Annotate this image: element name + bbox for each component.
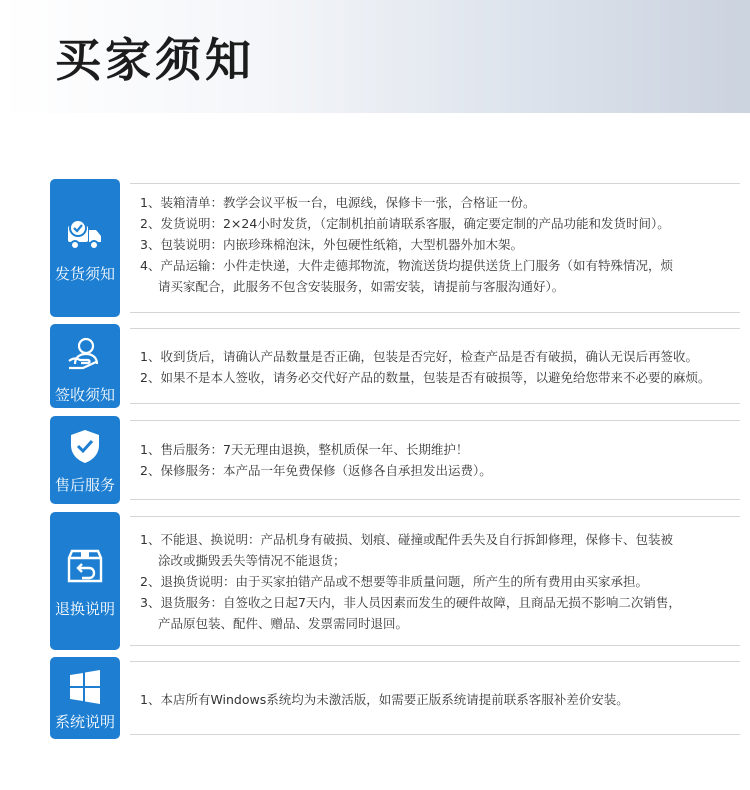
tile-label: 发货须知 bbox=[54, 265, 115, 283]
list-item: 1、不能退、换说明：产品机身有破损、划痕、碰撞或配件丢失及自行拆卸修理，保修卡、包装被 bbox=[140, 532, 673, 547]
list-item: 2、保修服务：本产品一年免费保修（返修各自承担发出运费）。 bbox=[140, 463, 492, 478]
list-item: 1、装箱清单：教学会议平板一台，电源线，保修卡一张，合格证一份。 bbox=[140, 195, 536, 210]
content-shipping bbox=[130, 183, 740, 313]
list-item: 3、包装说明：内嵌珍珠棉泡沫，外包硬性纸箱，大型机器外加木架。 bbox=[140, 237, 523, 252]
windows-logo-icon bbox=[67, 669, 103, 705]
content-receiving bbox=[130, 328, 740, 404]
shield-check-icon bbox=[67, 428, 103, 464]
section-returns bbox=[50, 512, 740, 650]
section-receiving bbox=[50, 324, 740, 408]
list-item: 产品原包装、配件、赠品、发票需同时退回。 bbox=[158, 616, 409, 631]
section-shipping bbox=[50, 179, 740, 317]
list-item: 2、如果不是本人签收，请务必交代好产品的数量，包装是否有破损等，以避免给您带来不必要的麻烦。 bbox=[140, 370, 711, 385]
list-item: 2、退换货说明：由于买家拍错产品或不想要等非质量问题，所产生的所有费用由买家承担。 bbox=[140, 574, 648, 589]
tile-label: 签收须知 bbox=[54, 386, 115, 404]
list-item: 请买家配合，此服务不包含安装服务，如需安装，请提前与客服沟通好）。 bbox=[158, 279, 565, 294]
section-after-sales bbox=[50, 416, 740, 504]
delivery-truck-icon bbox=[67, 217, 103, 253]
tile-label: 退换说明 bbox=[54, 600, 115, 618]
content-after-sales bbox=[130, 420, 740, 500]
tile-label: 售后服务 bbox=[54, 476, 115, 494]
list-item: 1、本店所有Windows系统均为未激活版，如需要正版系统请提前联系客服补差价安装。 bbox=[140, 692, 629, 707]
person-hand-icon bbox=[67, 335, 103, 371]
list-item: 4、产品运输：小件走快递，大件走德邦物流，物流送货均提供送货上门服务（如有特殊情况，烦 bbox=[140, 258, 673, 273]
return-box-icon bbox=[67, 548, 103, 584]
tile-after-sales bbox=[50, 416, 120, 504]
tile-shipping bbox=[50, 179, 120, 317]
list-item: 涂改或撕毁丢失等情况不能退货； bbox=[158, 553, 346, 568]
tile-returns bbox=[50, 512, 120, 650]
tile-receiving bbox=[50, 324, 120, 408]
content-returns bbox=[130, 516, 740, 646]
tile-label: 系统说明 bbox=[54, 713, 115, 731]
list-item: 2、发货说明：2×24小时发货，（定制机拍前请联系客服，确定要定制的产品功能和发货时间）。 bbox=[140, 216, 670, 231]
content-system bbox=[130, 661, 740, 735]
page-title: 买家须知 bbox=[55, 33, 255, 87]
list-item: 1、收到货后，请确认产品数量是否正确，包装是否完好，检查产品是否有破损，确认无误后再签收。 bbox=[140, 349, 698, 364]
section-system bbox=[50, 657, 740, 739]
header-banner bbox=[0, 0, 750, 113]
tile-system bbox=[50, 657, 120, 739]
list-item: 1、售后服务：7天无理由退换，整机质保一年、长期维护！ bbox=[140, 442, 469, 457]
list-item: 3、退货服务：自签收之日起7天内，非人员因素而发生的硬件故障，且商品无损不影响二次销售， bbox=[140, 595, 681, 610]
